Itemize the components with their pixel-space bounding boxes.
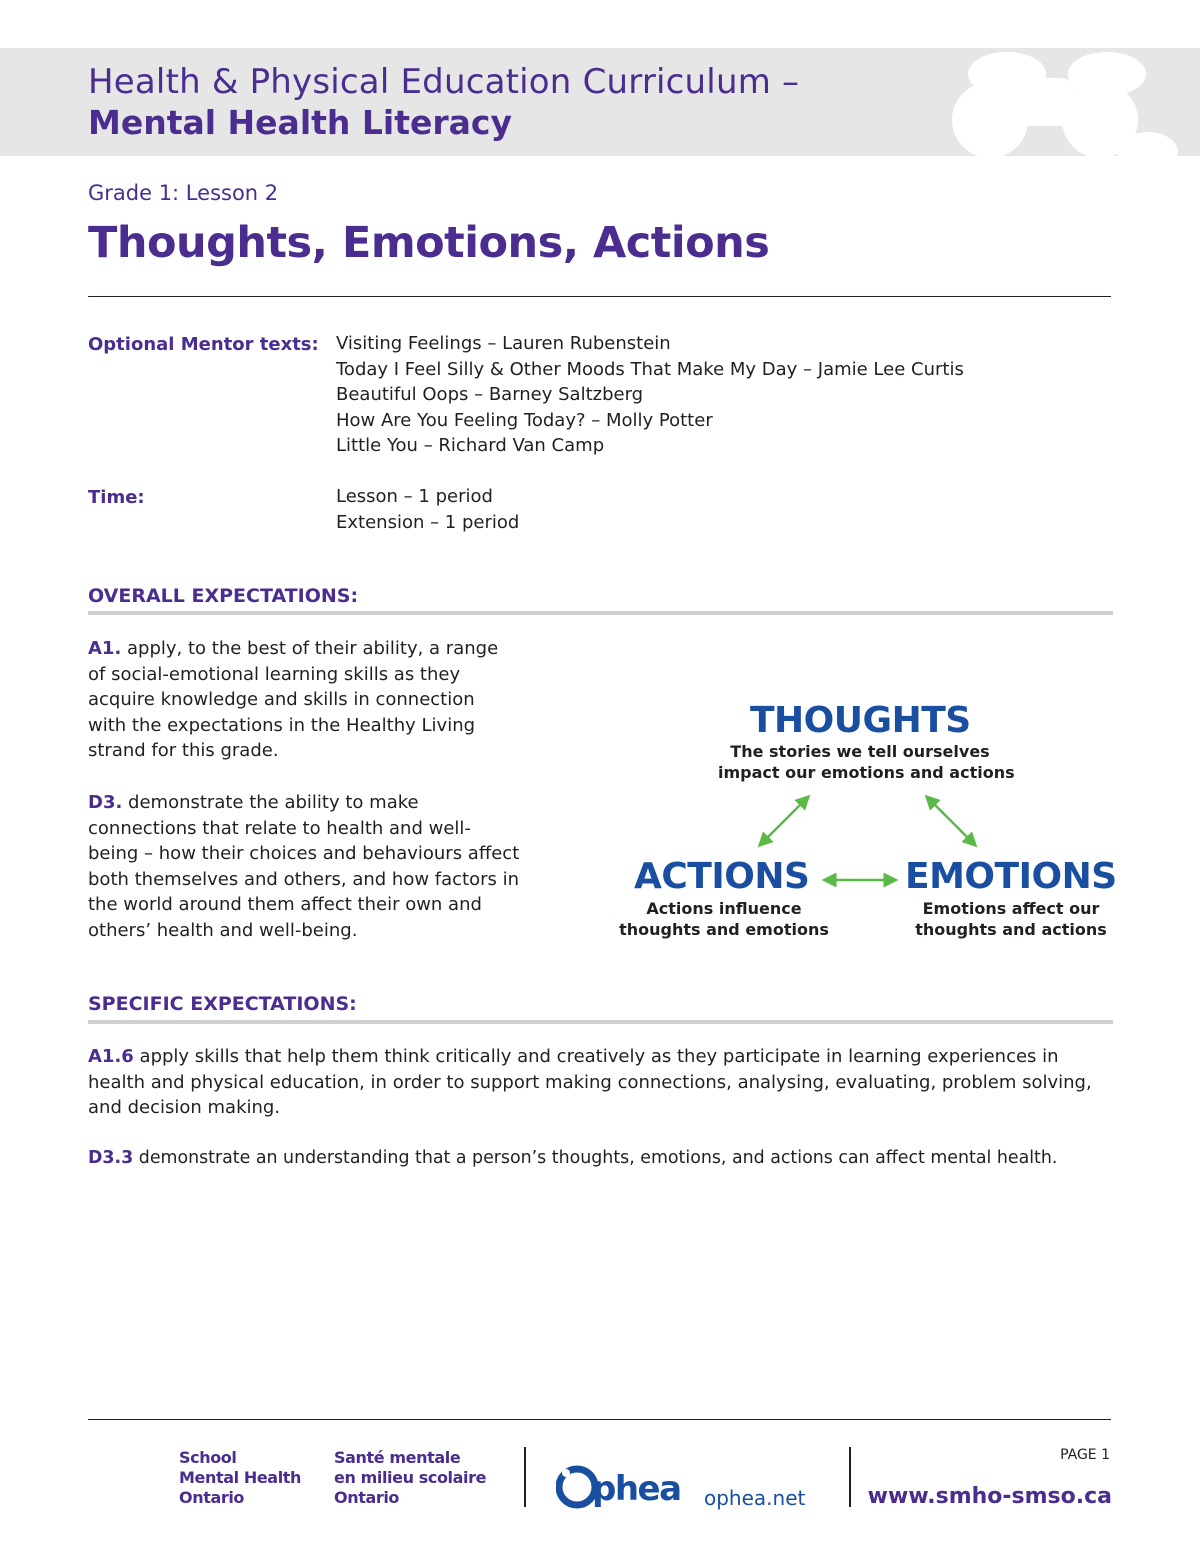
mentor-text-item: How Are You Feeling Today? – Molly Potter <box>336 409 713 431</box>
time-item: Extension – 1 period <box>336 511 520 533</box>
page-number: PAGE 1 <box>1060 1447 1110 1463</box>
footer-separator <box>849 1447 851 1507</box>
logo-text: Santé mentale <box>334 1448 461 1467</box>
footer-divider <box>88 1419 1111 1420</box>
section-divider <box>88 611 1113 615</box>
diagram-actions-title: ACTIONS <box>634 856 810 897</box>
expectation-code: D3. <box>88 792 123 813</box>
diagram-emotions-title: EMOTIONS <box>905 856 1117 897</box>
diagram-arrows <box>600 780 1120 900</box>
page-title: Thoughts, Emotions, Actions <box>88 218 770 268</box>
diagram-thoughts-title: THOUGHTS <box>750 700 971 741</box>
header-subtitle: Mental Health Literacy <box>88 103 513 142</box>
ophea-logo-text: phea <box>592 1469 681 1509</box>
mentor-text-item: Little You – Richard Van Camp <box>336 435 605 456</box>
expectation-code: A1. <box>88 638 122 659</box>
logo-text: School <box>179 1448 237 1467</box>
mentor-texts-list <box>336 331 964 459</box>
expectation-code: D3.3 <box>88 1148 134 1168</box>
smho-logo-fr <box>334 1448 486 1508</box>
header-title: Health & Physical Education Curriculum – <box>88 62 800 102</box>
expectation-text: demonstrate an understanding that a person’s thoughts, emotions, and actions can affect mental health. <box>133 1148 1058 1168</box>
footer-separator <box>524 1447 526 1507</box>
expectation-a1-6 <box>88 1044 1093 1121</box>
diagram-caption-line: thoughts and emotions <box>619 920 829 939</box>
logo-text: Mental Health <box>179 1468 302 1487</box>
diagram-thoughts-caption <box>718 741 1015 783</box>
arrow-thoughts-emotions <box>930 800 972 842</box>
expectation-text: apply skills that help them think critically and creatively as they participate in learning experiences in health and physical education, in order to support making connections, analysing, evaluating, problem solving, and decision making. <box>88 1046 1092 1118</box>
mentor-text-item: Visiting Feelings – Lauren Rubenstein <box>336 333 671 354</box>
logo-text: en milieu scolaire <box>334 1468 487 1487</box>
smho-logo-en <box>179 1448 301 1508</box>
expectation-text: demonstrate the ability to make connections that relate to health and well-being – how their choices and behaviours affect both themselves and others, and how factors in the world around them affect their own and others’ health and well-being. <box>88 792 520 941</box>
ophea-link[interactable]: ophea.net <box>704 1486 806 1510</box>
diagram-actions-caption <box>614 898 834 940</box>
arrow-thoughts-actions <box>763 800 805 842</box>
time-label: Time: <box>88 487 145 508</box>
diagram-caption-line: Emotions affect our <box>922 899 1100 918</box>
logo-text: Ontario <box>334 1488 400 1507</box>
title-divider <box>88 296 1111 297</box>
mentor-texts-label: Optional Mentor texts: <box>88 334 319 355</box>
specific-expectations-heading: SPECIFIC EXPECTATIONS: <box>88 993 357 1015</box>
expectation-d3-3 <box>88 1146 1113 1172</box>
diagram-caption-line: thoughts and actions <box>915 920 1107 939</box>
diagram-caption-line: Actions influence <box>646 899 802 918</box>
expectation-code: A1.6 <box>88 1046 134 1067</box>
overall-expectations-heading: OVERALL EXPECTATIONS: <box>88 585 359 607</box>
expectation-a1 <box>88 636 518 764</box>
logo-text: Ontario <box>179 1488 245 1507</box>
expectation-d3 <box>88 790 520 943</box>
diagram-caption-line: impact our emotions and actions <box>718 763 1015 782</box>
website-link[interactable]: www.smho-smso.ca <box>867 1484 1112 1509</box>
expectation-text: apply, to the best of their ability, a range of social-emotional learning skills as they acquire knowledge and skills in connection with the expectations in the Healthy Living strand for this grade. <box>88 638 499 761</box>
mentor-text-item: Today I Feel Silly & Other Moods That Make My Day – Jamie Lee Curtis <box>336 358 964 380</box>
lesson-grade: Grade 1: Lesson 2 <box>88 181 279 205</box>
time-list <box>336 484 519 535</box>
time-item: Lesson – 1 period <box>336 486 493 507</box>
mentor-text-item: Beautiful Oops – Barney Saltzberg <box>336 384 644 405</box>
header-band <box>0 48 1200 156</box>
diagram-caption-line: The stories we tell ourselves <box>730 742 990 761</box>
section-divider <box>88 1020 1113 1024</box>
diagram-emotions-caption <box>900 898 1122 940</box>
decorative-shape <box>1010 78 1080 126</box>
